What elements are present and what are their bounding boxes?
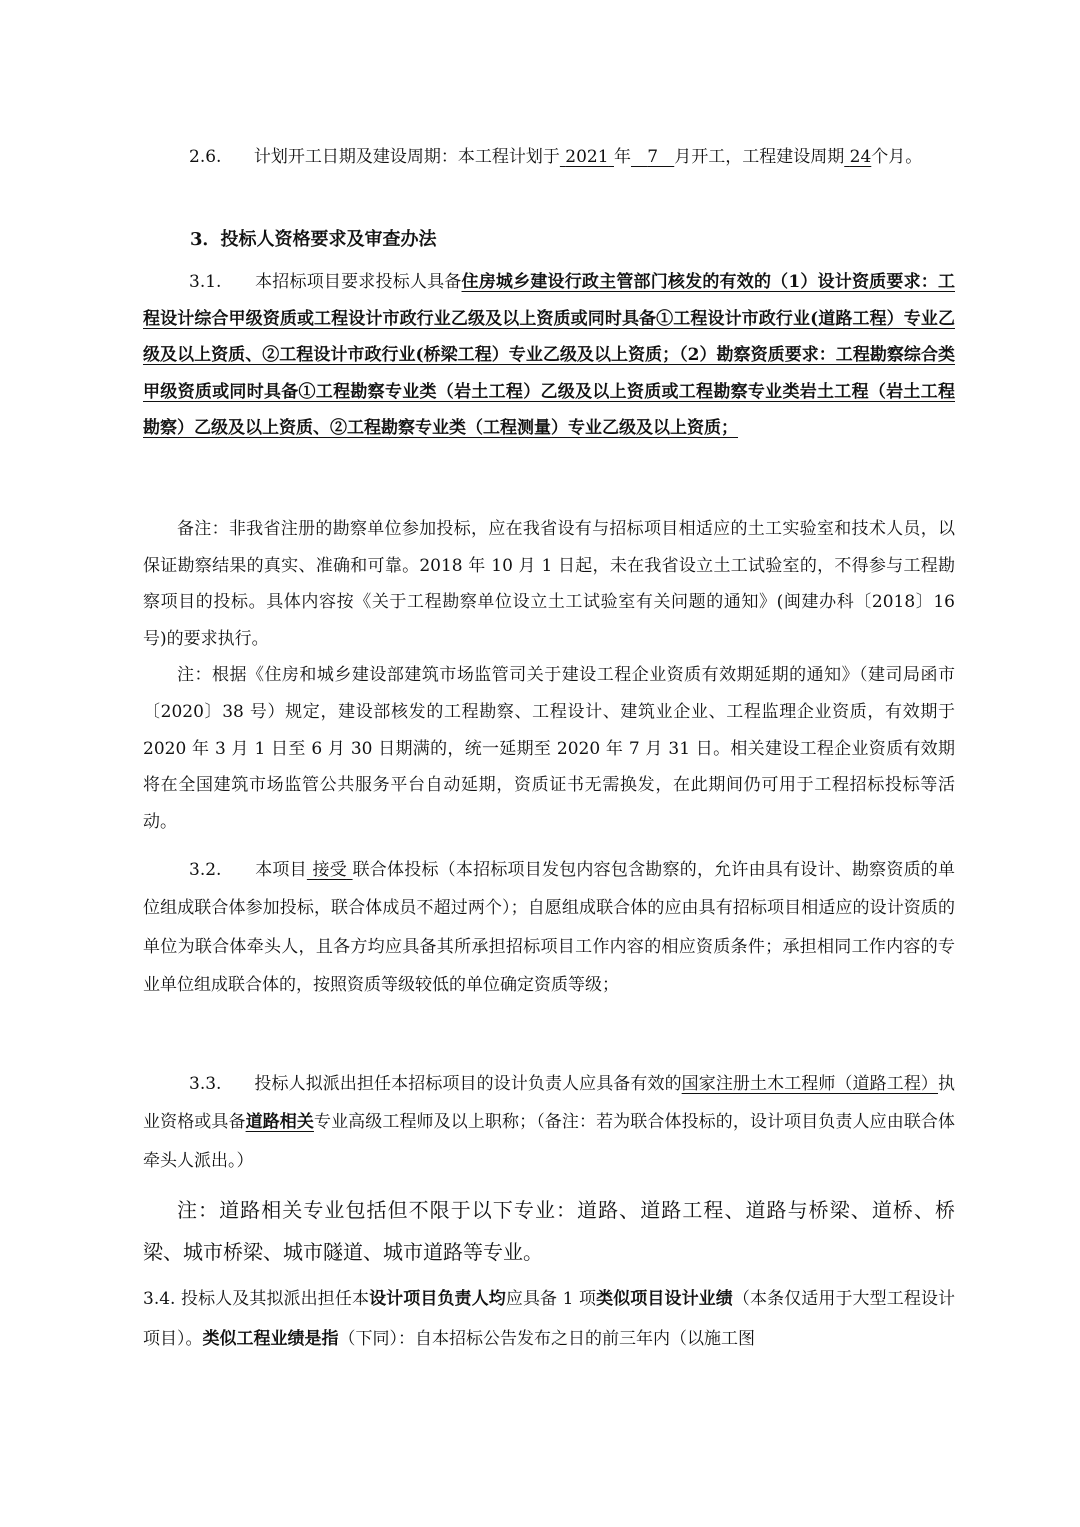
section-number: 3.2.: [189, 860, 222, 880]
section-number: 3.1.: [189, 272, 222, 292]
start-year: 2021: [565, 147, 609, 167]
construction-period: 24: [849, 147, 872, 167]
road-related-major: 道路相关: [245, 1112, 314, 1133]
qualification-requirements: 住房城乡建设行政主管部门核发的有效的（1）设计资质要求：工程设计综合甲级资质或工程设计市政行业乙级及以上资质或同时具备①工程设计市政行业(道路工程）专业乙级及以上资质、②工程设计市政行业(桥梁工程）专业乙级及以上资质；（2）勘察资质要求：工程勘察综合类甲级资质或同时具备①工程勘察专业类（岩土工程）乙级及以上资质或工程勘察专业类岩土工程（岩土工程勘察）乙级及以上资质、②工程勘察专业类（工程测量）专业乙级及以上资质；: [143, 272, 955, 438]
consortium-accept: 接受: [312, 860, 347, 880]
section-3-3: 3.3. 投标人拟派出担任本招标项目的设计负责人应具备有效的国家注册土木工程师（道路工程）执业资格或具备道路相关专业高级工程师及以上职称；（备注：若为联合体投标的，设计项目负责人应由联合体牵头人派出。）: [143, 1074, 956, 1171]
section-3-1: 3.1. 本招标项目要求投标人具备住房城乡建设行政主管部门核发的有效的（1）设计资质要求：工程设计综合甲级资质或工程设计市政行业乙级及以上资质或同时具备①工程设计市政行业(道路工程）专业乙级及以上资质、②工程设计市政行业(桥梁工程）专业乙级及以上资质；（2）勘察资质要求：工程勘察综合类甲级资质或同时具备①工程勘察专业类（岩土工程）乙级及以上资质或工程勘察专业类岩土工程（岩土工程勘察）乙级及以上资质、②工程勘察专业类（工程测量）专业乙级及以上资质；: [143, 272, 955, 438]
section-3-heading: 3．投标人资格要求及审查办法: [190, 229, 437, 250]
section-number: 2.6.: [189, 147, 222, 167]
section-2-6: 2.6. 计划开工日期及建设周期：本工程计划于 2021 年 7 月开工，工程建设周期 24个月。: [189, 147, 923, 167]
registered-engineer-cert: 国家注册土木工程师（道路工程）: [681, 1074, 938, 1094]
start-month: 7: [647, 147, 659, 167]
note-road-majors: 注：道路相关专业包括但不限于以下专业：道路、道路工程、道路与桥梁、道桥、桥梁、城市桥梁、城市隧道、城市道路等专业。: [143, 1198, 955, 1264]
note-qualification-extension: 注：根据《住房和城乡建设部建筑市场监管司关于建设工程企业资质有效期延期的通知》（建司局函市〔2020〕38 号）规定，建设部核发的工程勘察、工程设计、建筑业企业、工程监理企业资质，有效期于 2020 年 3 月 1 日至 6 月 30 日期满的，统一延期至 2020 年 7 月 31 日。相关建设工程企业资质有效期将在全国建筑市场监管公共服务平台自动延期，资质证书无需换发，在此期间仍可用于工程招标投标等活动。: [143, 665, 955, 833]
note-survey-lab: 备注：非我省注册的勘察单位参加投标，应在我省设有与招标项目相适应的土工实验室和技术人员，以保证勘察结果的真实、准确和可靠。2018 年 10 月 1 日起，未在我省设立土工试验室的，不得参与工程勘察项目的投标。具体内容按《关于工程勘察单位设立土工试验室有关问题的通知》(闽建办科〔2018〕16 号)的要求执行。: [143, 519, 955, 649]
section-3-2: 3.2. 本项目 接受 联合体投标（本招标项目发包内容包含勘察的，允许由具有设计、勘察资质的单位组成联合体参加投标，联合体成员不超过两个）；自愿组成联合体的应由具有招标项目相适应的设计资质的单位为联合体牵头人，且各方均应具备其所承担招标项目工作内容的相应资质条件；承担相同工作内容的专业单位组成联合体的，按照资质等级较低的单位确定资质等级；: [143, 860, 956, 996]
section-3-4: 3.4. 投标人及其拟派出担任本设计项目负责人均应具备 1 项类似项目设计业绩（本条仅适用于大型工程设计项目）。类似工程业绩是指（下同）：自本招标公告发布之日的前三年内（以施工图: [143, 1289, 956, 1349]
section-number: 3.4.: [143, 1289, 176, 1309]
section-number: 3.3.: [189, 1074, 222, 1094]
